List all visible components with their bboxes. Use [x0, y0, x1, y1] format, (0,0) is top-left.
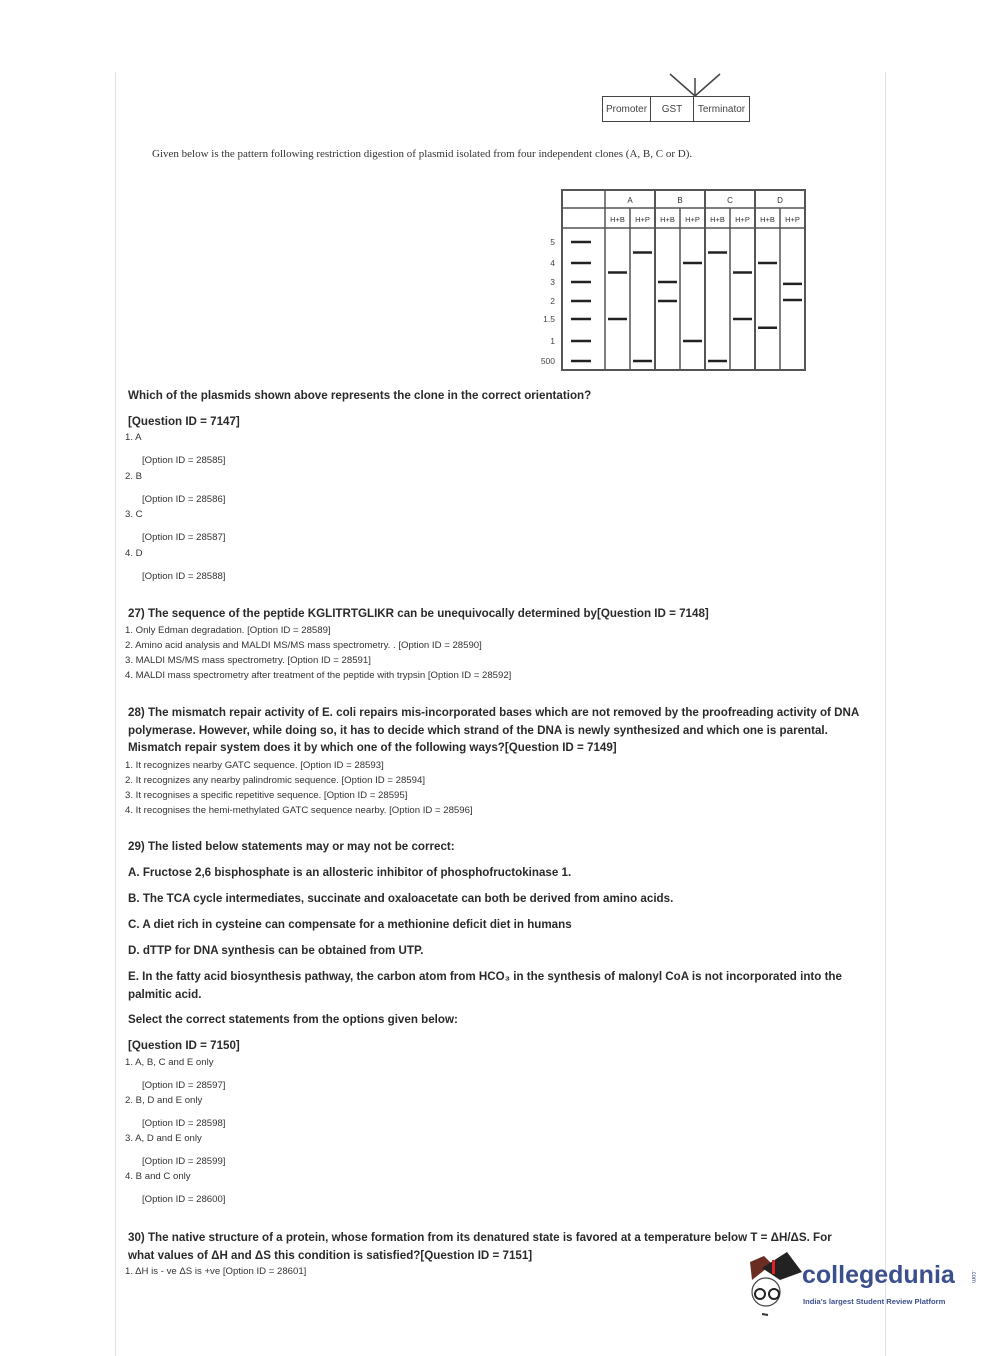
- q28-option-4[interactable]: 4. It recognises the hemi-methylated GATC sequence nearby. [Option ID = 28596]: [125, 804, 473, 816]
- q27-option-3[interactable]: 3. MALDI MS/MS mass spectrometry. [Option ID = 28591]: [125, 655, 371, 666]
- question-28-text: 28) The mismatch repair activity of E. coli repairs mis-incorporated bases which are not removed by the proofreading activity of DNA polymerase. However, while doing so, it has to decide which strand of the DNA is newly synthesized and which one is parental. Mismatch repair system does it by which one of the following ways?[Question ID = 7149]: [128, 706, 859, 754]
- question-26-id: [Question ID = 7147]: [128, 415, 240, 428]
- marker-size-label: 500: [540, 356, 555, 366]
- construct-gst: GST: [651, 97, 694, 121]
- gene-construct-diagram: [602, 96, 750, 122]
- question-30-text: 30) The native structure of a protein, whose formation from its denatured state is favored at a temperature below T = ΔH/ΔS. For what values of ΔH and ΔS this condition is satisfied?[Question ID = 7151]: [128, 1231, 832, 1262]
- question-28-block: [125, 704, 860, 818]
- marker-size-label: 1.5: [543, 314, 555, 324]
- lane-digest-label: H+P: [785, 215, 800, 224]
- clone-label: C: [727, 196, 733, 205]
- logo-name: collegedunia: [802, 1261, 955, 1289]
- q29-option-id: [Option ID = 28599]: [142, 1156, 226, 1167]
- clone-label: B: [677, 196, 683, 205]
- marker-size-label: 1: [550, 336, 555, 346]
- q26-option-id: [Option ID = 28585]: [142, 455, 226, 466]
- gel-figure: [532, 188, 812, 374]
- q29-option-2[interactable]: 2. B, D and E only: [125, 1095, 203, 1106]
- logo-suffix: .com: [970, 1270, 976, 1284]
- intro-text: Given below is the pattern following restriction digestion of plasmid isolated from four independent clones (A, B, C or D).: [152, 148, 693, 160]
- q29-option-id: [Option ID = 28598]: [142, 1118, 226, 1129]
- q27-option-1[interactable]: 1. Only Edman degradation. [Option ID = 28589]: [125, 625, 331, 636]
- question-26-text: Which of the plasmids shown above represents the clone in the correct orientation?: [128, 389, 592, 402]
- question-29-id: [Question ID = 7150]: [128, 1038, 240, 1052]
- q29-option-3[interactable]: 3. A, D and E only: [125, 1133, 202, 1144]
- clone-label: D: [777, 196, 783, 205]
- q26-option-id: [Option ID = 28587]: [142, 532, 226, 543]
- marker-size-label: 4: [550, 258, 555, 268]
- lane-digest-label: H+P: [685, 215, 700, 224]
- statement-a: A. Fructose 2,6 bisphosphate is an allosteric inhibitor of phosphofructokinase 1.: [128, 866, 572, 879]
- lane-digest-label: H+P: [635, 215, 650, 224]
- question-29-text: 29) The listed below statements may or may not be correct:: [128, 840, 455, 853]
- insertion-site-icon: [665, 72, 725, 98]
- q29-option-id: [Option ID = 28600]: [142, 1194, 226, 1205]
- q26-option-3[interactable]: 3. C: [125, 509, 143, 520]
- q27-option-2[interactable]: 2. Amino acid analysis and MALDI MS/MS mass spectrometry. . [Option ID = 28590]: [125, 640, 482, 651]
- q26-option-id: [Option ID = 28586]: [142, 494, 226, 505]
- mascot-icon: [742, 1250, 802, 1316]
- marker-size-label: 5: [550, 237, 555, 247]
- q27-option-4[interactable]: 4. MALDI mass spectrometry after treatment of the peptide with trypsin [Option ID = 28592]: [125, 670, 512, 681]
- marker-size-label: 2: [550, 296, 555, 306]
- q26-option-1[interactable]: 1. A: [125, 432, 142, 443]
- q29-option-1[interactable]: 1. A, B, C and E only: [125, 1057, 214, 1068]
- q29-option-id: [Option ID = 28597]: [142, 1080, 226, 1091]
- q26-option-id: [Option ID = 28588]: [142, 571, 226, 582]
- q26-option-2[interactable]: 2. B: [125, 471, 143, 482]
- q26-option-4[interactable]: 4. D: [125, 548, 143, 559]
- statement-b: B. The TCA cycle intermediates, succinate and oxaloacetate can both be derived from amino acids.: [128, 892, 674, 905]
- statement-d: D. dTTP for DNA synthesis can be obtained from UTP.: [128, 944, 424, 957]
- marker-size-label: 3: [550, 277, 555, 287]
- lane-digest-label: H+B: [710, 215, 725, 224]
- q28-option-1[interactable]: 1. It recognizes nearby GATC sequence. [Option ID = 28593]: [125, 759, 384, 771]
- question-29-lower-block: [125, 968, 860, 1207]
- q28-option-3[interactable]: 3. It recognises a specific repetitive sequence. [Option ID = 28595]: [125, 789, 408, 801]
- q30-option-1[interactable]: 1. ΔH is - ve ΔS is +ve [Option ID = 28601]: [125, 1266, 307, 1277]
- collegedunia-logo[interactable]: [742, 1250, 982, 1320]
- q29-option-4[interactable]: 4. B and C only: [125, 1171, 191, 1182]
- page-border-right: [885, 72, 886, 1356]
- question-27-text: 27) The sequence of the peptide KGLITRTGLIKR can be unequivocally determined by[Question ID = 7148]: [128, 607, 709, 620]
- statement-e: E. In the fatty acid biosynthesis pathway, the carbon atom from HCO₃ in the synthesis of malonyl CoA is not incorporated into the palmitic acid.: [128, 970, 842, 1001]
- lane-digest-label: H+B: [760, 215, 775, 224]
- clone-label: A: [627, 196, 633, 205]
- construct-terminator: Terminator: [697, 103, 746, 115]
- statement-c: C. A diet rich in cysteine can compensate for a methionine deficit diet in humans: [128, 918, 572, 931]
- lane-digest-label: H+B: [660, 215, 675, 224]
- page-border-left: [115, 72, 116, 1356]
- logo-tagline: India's largest Student Review Platform: [803, 1297, 946, 1306]
- select-instruction: Select the correct statements from the options given below:: [128, 1013, 458, 1026]
- lane-digest-label: H+P: [735, 215, 750, 224]
- q28-option-2[interactable]: 2. It recognizes any nearby palindromic sequence. [Option ID = 28594]: [125, 774, 425, 786]
- construct-promoter: Promoter: [603, 97, 651, 121]
- lane-digest-label: H+B: [610, 215, 625, 224]
